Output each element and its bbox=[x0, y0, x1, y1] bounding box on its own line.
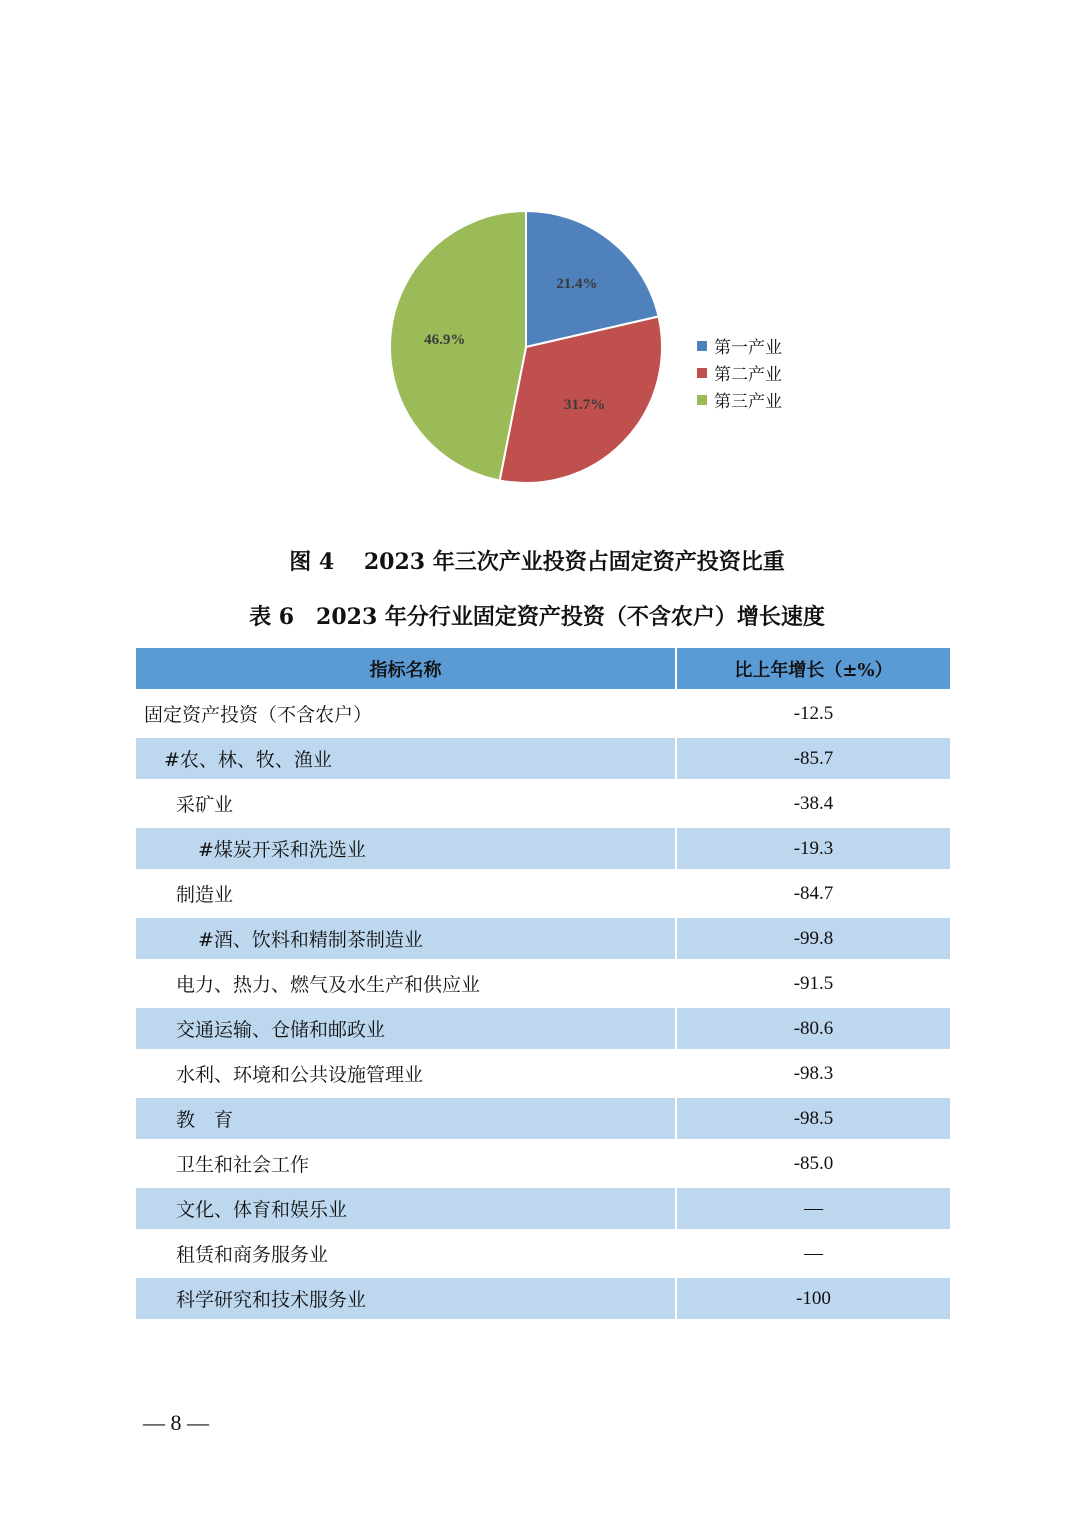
growth-value: — bbox=[677, 1188, 950, 1233]
slice-label: 21.4% bbox=[556, 276, 598, 293]
table-body bbox=[136, 693, 950, 1323]
legend-swatch bbox=[697, 395, 707, 405]
indicator-name: 教 育 bbox=[136, 1098, 675, 1143]
growth-value: — bbox=[677, 1233, 950, 1278]
table-row bbox=[136, 828, 950, 873]
legend-swatch bbox=[697, 368, 707, 378]
indicator-name: 电力、热力、燃气及水生产和供应业 bbox=[136, 963, 675, 1008]
indicator-name: #酒、饮料和精制茶制造业 bbox=[136, 918, 675, 963]
indicator-name: #农、林、牧、渔业 bbox=[136, 738, 675, 783]
legend-label: 第三产业 bbox=[714, 392, 782, 412]
legend-item bbox=[697, 359, 782, 386]
indicator-name: 文化、体育和娱乐业 bbox=[136, 1188, 675, 1233]
indicator-name: 水利、环境和公共设施管理业 bbox=[136, 1053, 675, 1098]
table-row bbox=[136, 693, 950, 738]
table-caption: 表 6 2023 年分行业固定资产投资（不含农户）增长速度 bbox=[249, 604, 825, 630]
growth-value: -12.5 bbox=[677, 693, 950, 738]
growth-value: -85.7 bbox=[677, 738, 950, 783]
growth-value: -80.6 bbox=[677, 1008, 950, 1053]
table-row bbox=[136, 1233, 950, 1278]
table-row bbox=[136, 1008, 950, 1053]
growth-value: -91.5 bbox=[677, 963, 950, 1008]
legend-swatch bbox=[697, 341, 707, 351]
data-table bbox=[134, 648, 952, 1323]
table-row bbox=[136, 783, 950, 828]
growth-value: -98.3 bbox=[677, 1053, 950, 1098]
indicator-name: 固定资产投资（不含农户） bbox=[136, 693, 675, 738]
table-row bbox=[136, 873, 950, 918]
indicator-name: #煤炭开采和洗选业 bbox=[136, 828, 675, 873]
table-row bbox=[136, 738, 950, 783]
legend-label: 第二产业 bbox=[714, 365, 782, 385]
pie-chart bbox=[380, 205, 680, 495]
indicator-name: 交通运输、仓储和邮政业 bbox=[136, 1008, 675, 1053]
table-row bbox=[136, 1188, 950, 1233]
column-header: 指标名称 bbox=[136, 648, 675, 693]
table-row bbox=[136, 1278, 950, 1323]
growth-value: -98.5 bbox=[677, 1098, 950, 1143]
growth-value: -85.0 bbox=[677, 1143, 950, 1188]
growth-value: -100 bbox=[677, 1278, 950, 1323]
legend-item bbox=[697, 332, 782, 359]
growth-value: -99.8 bbox=[677, 918, 950, 963]
page-number: — 8 — bbox=[143, 1410, 209, 1435]
growth-value: -84.7 bbox=[677, 873, 950, 918]
figure-caption: 图 4 2023 年三次产业投资占固定资产投资比重 bbox=[289, 549, 785, 575]
growth-value: -19.3 bbox=[677, 828, 950, 873]
table-row bbox=[136, 963, 950, 1008]
table-header-row bbox=[136, 648, 950, 693]
growth-value: -38.4 bbox=[677, 783, 950, 828]
table-row bbox=[136, 1053, 950, 1098]
legend-label: 第一产业 bbox=[714, 338, 782, 358]
table-row bbox=[136, 1098, 950, 1143]
column-header: 比上年增长（±%） bbox=[677, 648, 950, 693]
indicator-name: 租赁和商务服务业 bbox=[136, 1233, 675, 1278]
slice-label: 31.7% bbox=[563, 396, 606, 413]
indicator-name: 卫生和社会工作 bbox=[136, 1143, 675, 1188]
legend-item bbox=[697, 386, 782, 413]
indicator-name: 科学研究和技术服务业 bbox=[136, 1278, 675, 1323]
table-row bbox=[136, 918, 950, 963]
indicator-name: 制造业 bbox=[136, 873, 675, 918]
table-row bbox=[136, 1143, 950, 1188]
chart-legend bbox=[697, 332, 782, 413]
indicator-name: 采矿业 bbox=[136, 783, 675, 828]
slice-label: 46.9% bbox=[424, 332, 466, 349]
